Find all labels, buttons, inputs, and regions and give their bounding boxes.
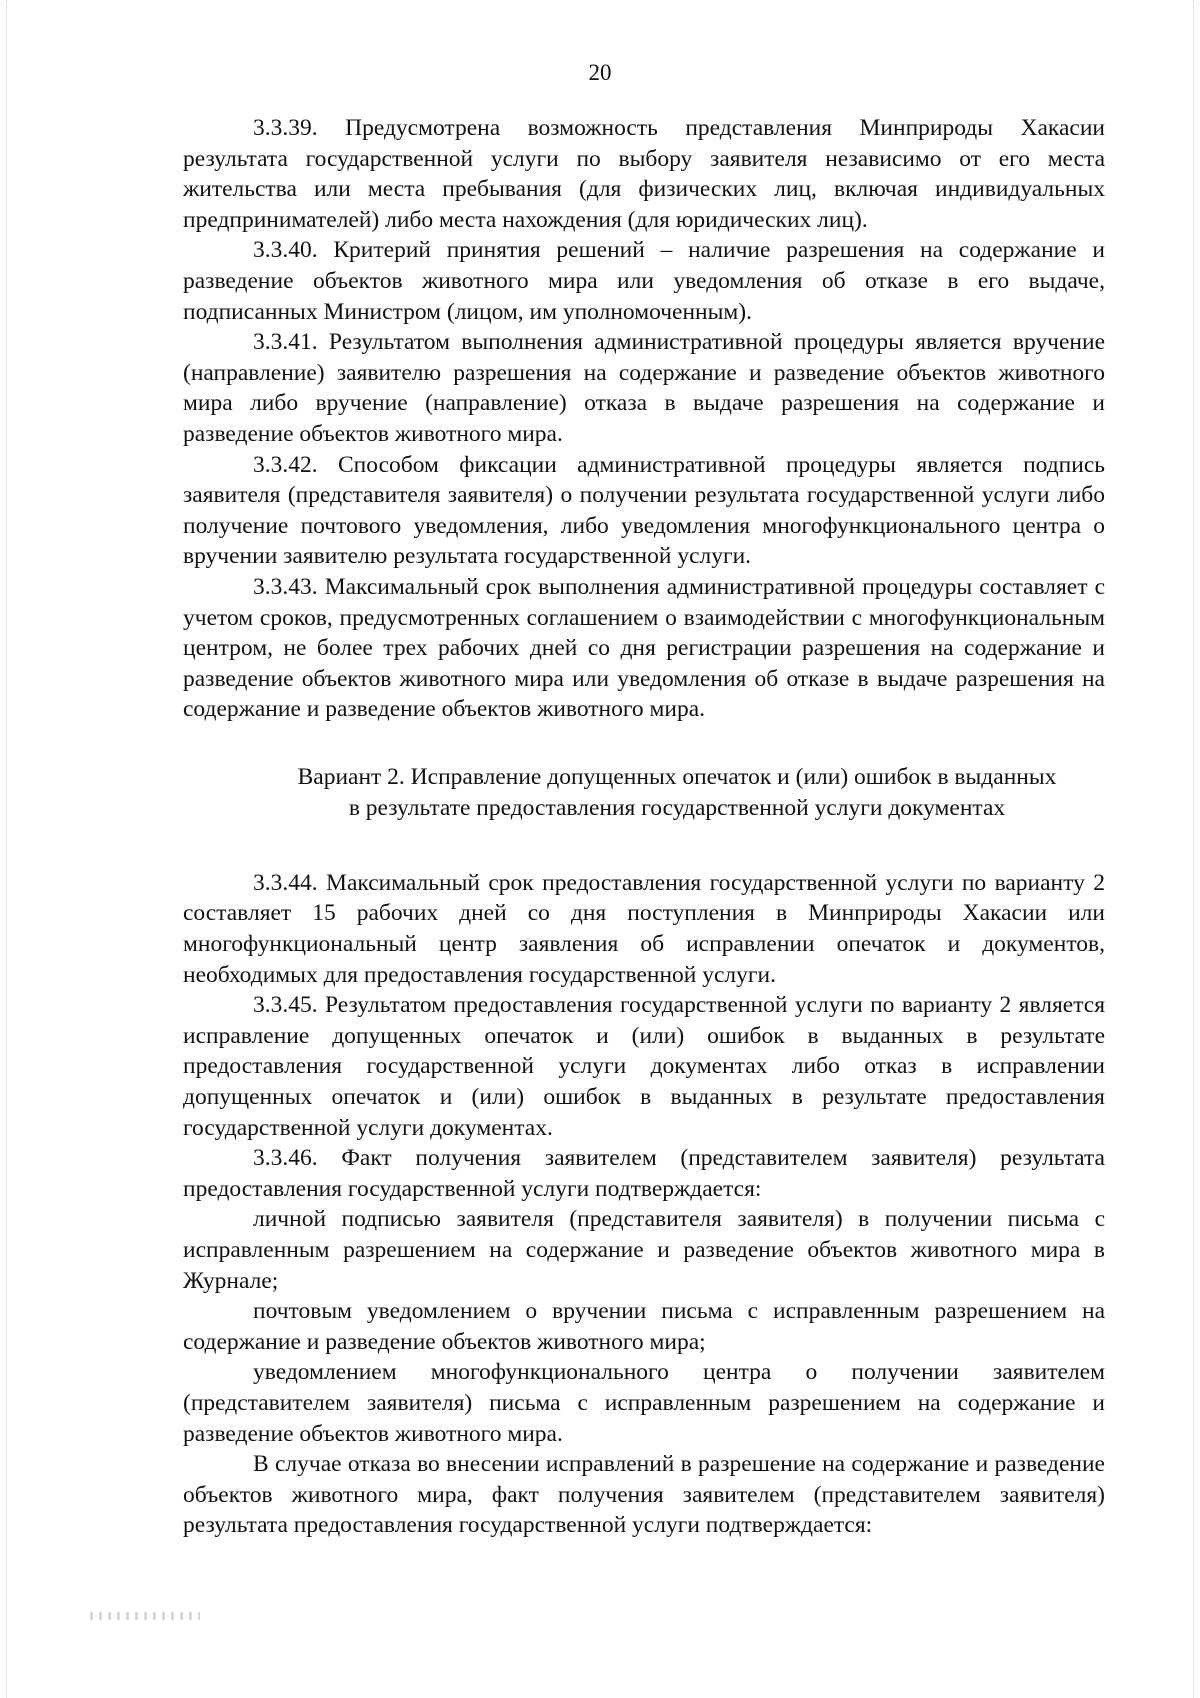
scan-edge-left xyxy=(0,0,7,1698)
scan-edge-right xyxy=(1193,0,1200,1698)
section-heading-variant-2 xyxy=(183,762,1105,824)
paragraph-personal-signature: личной подписью заявителя (представителя заявителя) в получении письма с исправленным разрешением на содержание и разведение объектов животного мира в Журнале; xyxy=(183,1206,1105,1294)
paragraph-3-3-42: 3.3.42. Способом фиксации административной процедуры является подпись заявителя (представителя заявителя) о получении результата государственной услуги либо получение почтового уведомления, либо уведомления многофункционального центра о вручении заявителю результата государственной услуги. xyxy=(183,451,1105,570)
page-number: 20 xyxy=(588,60,612,85)
paragraph-3-3-40: 3.3.40. Критерий принятия решений – наличие разрешения на содержание и разведение объектов животного мира или уведомления об отказе в его выдаче, подписанных Министром (лицом, им уполномоченным). xyxy=(183,237,1105,325)
paragraph-3-3-44: 3.3.44. Максимальный срок предоставления государственной услуги по варианту 2 составляет 15 рабочих дней со дня поступления в Минприроды Хакасии или многофункциональный центр заявления об исправлении опечаток и документов, необходимых для предоставления государственной услуги. xyxy=(183,869,1105,988)
paragraph-3-3-43: 3.3.43. Максимальный срок выполнения административной процедуры составляет с учетом сроков, предусмотренных соглашением о взаимодействии с многофункциональным центром, не более трех рабочих дней со дня регистрации разрешения на содержание и разведение объектов животного мира или уведомления об отказе в выдаче разрешения на содержание и разведение объектов животного мира. xyxy=(183,573,1105,723)
document-body xyxy=(183,113,1105,1541)
paragraph-mfc-notice: уведомлением многофункционального центра о получении заявителем (представителем заявителя) письма с исправленным разрешением на содержание и разведение объектов животного мира. xyxy=(183,1359,1105,1447)
paragraph-3-3-41: 3.3.41. Результатом выполнения административной процедуры является вручение (направление) заявителю разрешения на содержание и разведение объектов животного мира либо вручение (направление) отказа в выдаче разрешения на содержание и разведение объектов животного мира. xyxy=(183,329,1105,447)
paragraph-3-3-39: 3.3.39. Предусмотрена возможность представления Минприроды Хакасии результата государственной услуги по выбору заявителя независимо от его места жительства или места пребывания (для физических лиц, включая индивидуальных предпринимателей) либо места нахождения (для юридических лиц). xyxy=(183,115,1105,233)
section-heading-line-2: в результате предоставления государственной услуги документах xyxy=(348,794,1006,821)
paragraph-refusal-case: В случае отказа во внесении исправлений в разрешение на содержание и разведение объектов животного мира, факт получения заявителем (представителем заявителя) результата предоставления государственной услуги подтверждается: xyxy=(183,1451,1105,1539)
paragraph-3-3-46: 3.3.46. Факт получения заявителем (представителем заявителя) результата предоставления государственной услуги подтверждается: xyxy=(183,1145,1105,1202)
paragraph-3-3-45: 3.3.45. Результатом предоставления государственной услуги по варианту 2 является исправление допущенных опечаток и (или) ошибок в выданных в результате предоставления государственной услуги документах либо отказ в исправлении допущенных опечаток и (или) ошибок в выданных в результате предоставления государственной услуги документах. xyxy=(183,992,1105,1141)
section-heading-line-1: Вариант 2. Исправление допущенных опечаток и (или) ошибок в выданных xyxy=(297,763,1057,790)
paragraph-postal-notice: почтовым уведомлением о вручении письма с исправленным разрешением на содержание и разведение объектов животного мира; xyxy=(183,1298,1105,1355)
scan-artifact-mark xyxy=(90,1612,200,1620)
